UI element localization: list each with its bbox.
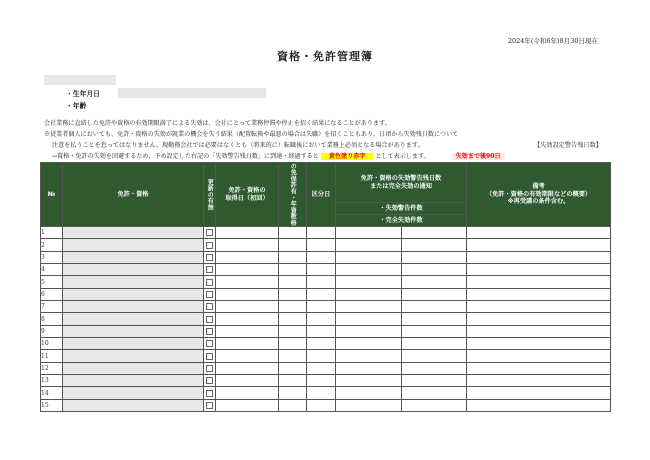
- category-cell[interactable]: [307, 227, 336, 239]
- table-row: [41, 325, 611, 337]
- license-name-cell[interactable]: [63, 387, 204, 399]
- warning-status-cell[interactable]: [336, 239, 402, 251]
- renewal-cell[interactable]: [204, 325, 216, 337]
- warning-days-cell[interactable]: [402, 301, 467, 313]
- warning-days-cell[interactable]: [402, 362, 467, 374]
- warning-status-cell[interactable]: [336, 338, 402, 350]
- license-name-cell[interactable]: [63, 264, 204, 276]
- renewal-checkbox[interactable]: [206, 328, 213, 335]
- renewal-checkbox[interactable]: [206, 340, 213, 347]
- license-name-cell[interactable]: [63, 251, 204, 263]
- expired-count-label: ・完全失効件数: [336, 215, 467, 227]
- header-renewal-text: 更新の有無: [206, 178, 214, 211]
- acquired-date-cell[interactable]: [216, 375, 279, 387]
- note-line-3: 注意を払うことを怠ってはなりません。現勤務会社では必要はなくとも（将来的に）転職後において業務上必須となる場合があります。: [52, 142, 424, 149]
- expiry-years-cell[interactable]: [279, 375, 307, 387]
- license-name-cell[interactable]: [63, 313, 204, 325]
- warning-days-cell[interactable]: [402, 399, 467, 411]
- row-number: 11: [41, 350, 63, 362]
- license-name-cell[interactable]: [63, 362, 204, 374]
- dob-label: ・生年月日: [66, 90, 100, 98]
- row-number: 3: [41, 251, 63, 263]
- expiry-years-cell[interactable]: [279, 288, 307, 300]
- table-row: [41, 362, 611, 374]
- acquired-date-cell[interactable]: [216, 362, 279, 374]
- highlight-sample: 黄色塗り赤字: [321, 153, 374, 160]
- row-number: 15: [41, 399, 63, 411]
- license-table: [40, 162, 611, 412]
- category-cell[interactable]: [307, 276, 336, 288]
- row-number: 5: [41, 276, 63, 288]
- renewal-cell[interactable]: [204, 338, 216, 350]
- header-renewal: [204, 163, 216, 227]
- category-cell[interactable]: [307, 375, 336, 387]
- table-row: [41, 313, 611, 325]
- acquired-date-cell[interactable]: [216, 276, 279, 288]
- row-number: 6: [41, 288, 63, 300]
- acquired-date-cell[interactable]: [216, 313, 279, 325]
- remarks-cell[interactable]: [467, 325, 611, 337]
- note-line-1: 会社業務に直結した免許や資格の有効期限満了による失効は、会社にとって業務停滞や停止を招く結果になることがあります。: [44, 120, 391, 127]
- header-no: №: [41, 163, 63, 227]
- row-number: 1: [41, 227, 63, 239]
- expiry-years-cell[interactable]: [279, 251, 307, 263]
- renewal-checkbox[interactable]: [206, 279, 213, 286]
- table-row: [41, 227, 611, 239]
- category-cell[interactable]: [307, 251, 336, 263]
- warning-status-cell[interactable]: [336, 227, 402, 239]
- row-number: 4: [41, 264, 63, 276]
- header-warning-line1: 免許・資格の失効警告残日数: [360, 174, 442, 182]
- category-cell[interactable]: [307, 338, 336, 350]
- renewal-cell[interactable]: [204, 375, 216, 387]
- header-remarks-line3: ※再受講の条件含む。: [507, 198, 570, 206]
- category-cell[interactable]: [307, 362, 336, 374]
- remarks-cell[interactable]: [467, 276, 611, 288]
- warning-days-cell[interactable]: [402, 387, 467, 399]
- redacted-name: [44, 75, 116, 85]
- renewal-checkbox[interactable]: [206, 254, 213, 261]
- category-cell[interactable]: [307, 325, 336, 337]
- header-remarks-line2: （免許・資格の有効期限などの概要）: [485, 190, 592, 198]
- renewal-cell[interactable]: [204, 251, 216, 263]
- remarks-cell[interactable]: [467, 338, 611, 350]
- expiry-years-cell[interactable]: [279, 350, 307, 362]
- table-row: [41, 375, 611, 387]
- remarks-cell[interactable]: [467, 239, 611, 251]
- renewal-checkbox[interactable]: [206, 390, 213, 397]
- table-body: [41, 227, 611, 412]
- warning-status-cell[interactable]: [336, 325, 402, 337]
- page-title: 資格・免許管理簿: [277, 50, 373, 63]
- acquired-date-cell[interactable]: [216, 387, 279, 399]
- expiry-years-cell[interactable]: [279, 325, 307, 337]
- expiry-years-cell[interactable]: [279, 227, 307, 239]
- table-row: [41, 387, 611, 399]
- note-line-4-after: として表示します。: [375, 153, 430, 160]
- header-remarks: [467, 163, 611, 227]
- warning-days-cell[interactable]: [402, 325, 467, 337]
- category-cell[interactable]: [307, 350, 336, 362]
- license-name-cell[interactable]: [63, 301, 204, 313]
- renewal-cell[interactable]: [204, 239, 216, 251]
- remarks-cell[interactable]: [467, 399, 611, 411]
- expiry-years-cell[interactable]: [279, 264, 307, 276]
- row-number: 2: [41, 239, 63, 251]
- category-cell[interactable]: [307, 313, 336, 325]
- table-row: [41, 288, 611, 300]
- header-warning: [336, 163, 467, 203]
- acquired-date-cell[interactable]: [216, 301, 279, 313]
- note-line-4: [52, 151, 505, 160]
- table-row: [41, 338, 611, 350]
- header-expiry-text: の免保許有・年資数格: [289, 163, 297, 226]
- expiry-years-cell[interactable]: [279, 399, 307, 411]
- warning-status-cell[interactable]: [336, 387, 402, 399]
- warning-count-label: ・失効警告件数: [336, 203, 467, 215]
- warning-days-cell[interactable]: [402, 276, 467, 288]
- expiry-years-cell[interactable]: [279, 387, 307, 399]
- category-cell[interactable]: [307, 399, 336, 411]
- header-warning-line2: または完全失効の通知: [370, 182, 432, 190]
- category-cell[interactable]: [307, 288, 336, 300]
- renewal-cell[interactable]: [204, 276, 216, 288]
- expiry-years-cell[interactable]: [279, 301, 307, 313]
- age-label: ・年齢: [66, 102, 87, 110]
- category-cell[interactable]: [307, 301, 336, 313]
- note-line-4-text: →資格・免許の失効を回避するため、予め設定した右記の「失効警告残日数」に到達・経過すると: [52, 153, 319, 160]
- warning-setting-label: 【失効設定警告残日数】: [533, 142, 602, 149]
- remarks-cell[interactable]: [467, 301, 611, 313]
- category-cell[interactable]: [307, 387, 336, 399]
- license-name-cell[interactable]: [63, 350, 204, 362]
- expiry-years-cell[interactable]: [279, 276, 307, 288]
- header-remarks-line1: 備考: [532, 182, 545, 190]
- acquired-date-cell[interactable]: [216, 239, 279, 251]
- renewal-cell[interactable]: [204, 362, 216, 374]
- header-acquired-line1: 免許・資格の: [228, 186, 266, 194]
- warning-status-cell[interactable]: [336, 399, 402, 411]
- renewal-checkbox[interactable]: [206, 291, 213, 298]
- category-cell[interactable]: [307, 239, 336, 251]
- renewal-checkbox[interactable]: [206, 303, 213, 310]
- expiry-years-cell[interactable]: [279, 313, 307, 325]
- warning-days-cell[interactable]: [402, 251, 467, 263]
- warning-days-value[interactable]: 失効まで後90日: [452, 153, 505, 160]
- note-line-2: ※従業者個人においても、免許・資格の失効が就業の機会を失う結果（配置転換や最悪の場合は失職）を招くこともあり、日頃から失効残日数について: [44, 131, 459, 138]
- expiry-years-cell[interactable]: [279, 338, 307, 350]
- license-name-cell[interactable]: [63, 375, 204, 387]
- warning-status-cell[interactable]: [336, 375, 402, 387]
- renewal-cell[interactable]: [204, 313, 216, 325]
- table-row: [41, 350, 611, 362]
- table-row: [41, 301, 611, 313]
- header-acquired-line2: 取得日（初回）: [225, 194, 269, 202]
- warning-days-cell[interactable]: [402, 288, 467, 300]
- row-number: 12: [41, 362, 63, 374]
- renewal-checkbox[interactable]: [206, 365, 213, 372]
- redacted-dob: [118, 88, 266, 98]
- warning-days-cell[interactable]: [402, 264, 467, 276]
- warning-status-cell[interactable]: [336, 350, 402, 362]
- remarks-cell[interactable]: [467, 350, 611, 362]
- renewal-cell[interactable]: [204, 350, 216, 362]
- remarks-cell[interactable]: [467, 362, 611, 374]
- expiry-years-cell[interactable]: [279, 239, 307, 251]
- license-name-cell[interactable]: [63, 239, 204, 251]
- license-name-cell[interactable]: [63, 227, 204, 239]
- acquired-date-cell[interactable]: [216, 325, 279, 337]
- acquired-date-cell[interactable]: [216, 350, 279, 362]
- table-row: [41, 276, 611, 288]
- acquired-date-cell[interactable]: [216, 338, 279, 350]
- header-expiry: [279, 163, 307, 227]
- row-number: 13: [41, 375, 63, 387]
- table-row: [41, 239, 611, 251]
- renewal-cell[interactable]: [204, 264, 216, 276]
- renewal-checkbox[interactable]: [206, 353, 213, 360]
- table-row: [41, 251, 611, 263]
- warning-days-cell[interactable]: [402, 227, 467, 239]
- warning-status-cell[interactable]: [336, 288, 402, 300]
- license-name-cell[interactable]: [63, 276, 204, 288]
- warning-status-cell[interactable]: [336, 276, 402, 288]
- license-name-cell[interactable]: [63, 338, 204, 350]
- renewal-checkbox[interactable]: [206, 377, 213, 384]
- warning-days-cell[interactable]: [402, 239, 467, 251]
- warning-status-cell[interactable]: [336, 301, 402, 313]
- renewal-checkbox[interactable]: [206, 316, 213, 323]
- row-number: 9: [41, 325, 63, 337]
- renewal-cell[interactable]: [204, 301, 216, 313]
- acquired-date-cell[interactable]: [216, 264, 279, 276]
- warning-status-cell[interactable]: [336, 264, 402, 276]
- row-number: 14: [41, 387, 63, 399]
- renewal-checkbox[interactable]: [206, 402, 213, 409]
- warning-days-cell[interactable]: [402, 350, 467, 362]
- remarks-cell[interactable]: [467, 313, 611, 325]
- remarks-cell[interactable]: [467, 375, 611, 387]
- license-name-cell[interactable]: [63, 288, 204, 300]
- table-row: [41, 399, 611, 411]
- header-category: 区分日: [307, 163, 336, 227]
- renewal-cell[interactable]: [204, 288, 216, 300]
- warning-days-cell[interactable]: [402, 338, 467, 350]
- row-number: 7: [41, 301, 63, 313]
- renewal-cell[interactable]: [204, 399, 216, 411]
- acquired-date-cell[interactable]: [216, 251, 279, 263]
- acquired-date-cell[interactable]: [216, 288, 279, 300]
- remarks-cell[interactable]: [467, 264, 611, 276]
- acquired-date-cell[interactable]: [216, 227, 279, 239]
- row-number: 10: [41, 338, 63, 350]
- row-number: 8: [41, 313, 63, 325]
- header-license: 免許・資格: [63, 163, 204, 227]
- license-name-cell[interactable]: [63, 399, 204, 411]
- remarks-cell[interactable]: [467, 227, 611, 239]
- acquired-date-cell[interactable]: [216, 399, 279, 411]
- warning-status-cell[interactable]: [336, 362, 402, 374]
- warning-status-cell[interactable]: [336, 313, 402, 325]
- renewal-checkbox[interactable]: [206, 266, 213, 273]
- license-name-cell[interactable]: [63, 325, 204, 337]
- document-date: 2024年(令和6年)8月30日現在: [507, 37, 598, 45]
- remarks-cell[interactable]: [467, 387, 611, 399]
- remarks-cell[interactable]: [467, 251, 611, 263]
- category-cell[interactable]: [307, 264, 336, 276]
- warning-days-cell[interactable]: [402, 313, 467, 325]
- warning-status-cell[interactable]: [336, 251, 402, 263]
- renewal-cell[interactable]: [204, 387, 216, 399]
- remarks-cell[interactable]: [467, 288, 611, 300]
- renewal-cell[interactable]: [204, 227, 216, 239]
- renewal-checkbox[interactable]: [206, 229, 213, 236]
- header-acquired: [216, 163, 279, 227]
- expiry-years-cell[interactable]: [279, 362, 307, 374]
- table-row: [41, 264, 611, 276]
- renewal-checkbox[interactable]: [206, 242, 213, 249]
- warning-days-cell[interactable]: [402, 375, 467, 387]
